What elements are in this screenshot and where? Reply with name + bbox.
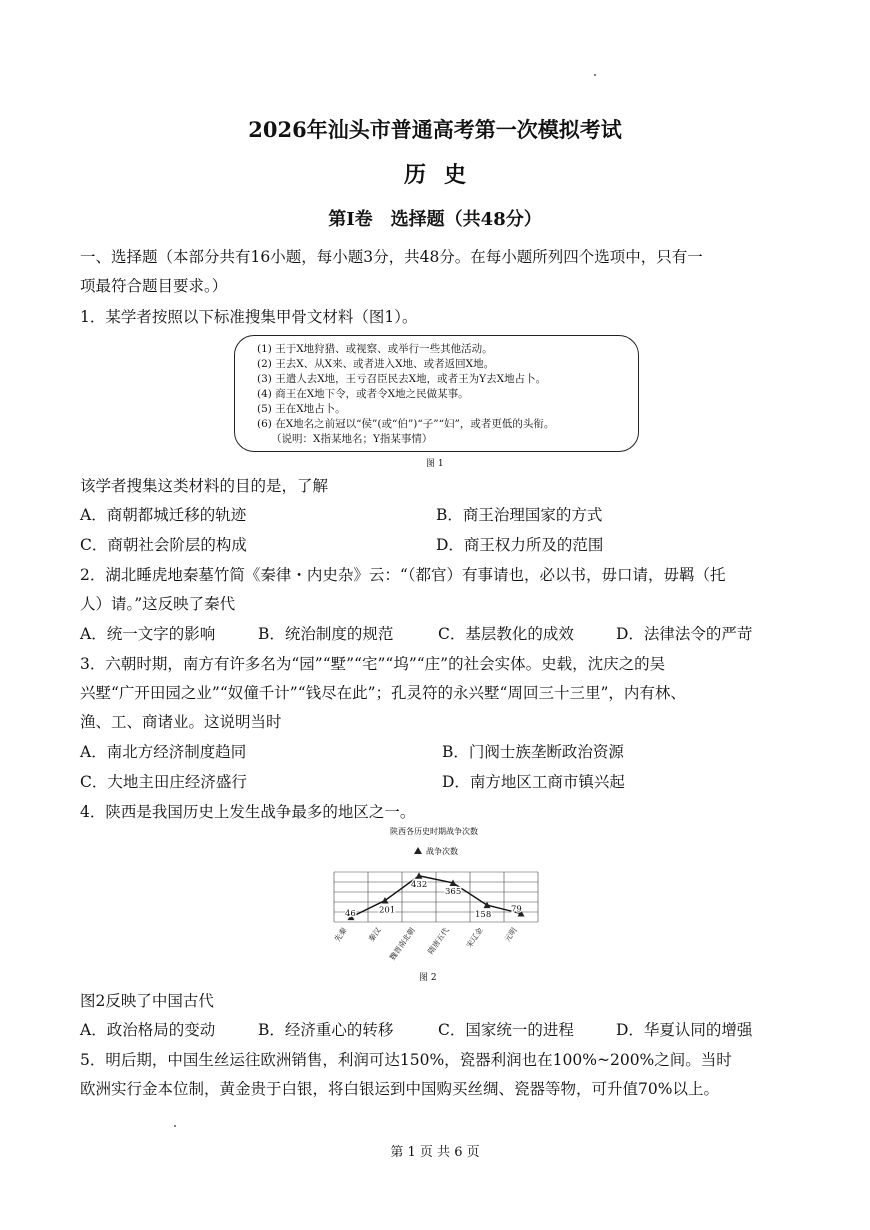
data-label: 79 — [511, 904, 522, 915]
q2-option-b[interactable]: B．统治制度的规范 — [258, 625, 394, 643]
q3-line-2: 兴墅“广开田园之业”“奴僮千计”“钱尽在此”；孔灵符的永兴墅“周回三十三里”，内有林、 — [80, 684, 686, 702]
q3-option-a[interactable]: A．南北方经济制度趋同 — [80, 743, 247, 761]
q3-line-3: 渔、工、商诸业。这说明当时 — [80, 713, 282, 731]
q5-line-1: 5．明后期，中国生丝运往欧洲销售，利润可达150%，瓷器利润也在100%~200%之间。当时 — [80, 1051, 732, 1069]
section-title: 第Ⅰ卷 选择题（共48分） — [328, 209, 542, 230]
q1-figure-line: (3) 王遣人去X地，王亏召臣民去X地，或者王为Y去X地占卜。 — [257, 373, 547, 385]
data-label: 158 — [475, 910, 492, 921]
war-count-chart — [320, 822, 560, 972]
data-label: 46 — [345, 909, 356, 920]
scan-dot — [594, 74, 596, 76]
q1-figure-box — [234, 335, 639, 452]
instructions-line-1: 一、选择题（本部分共有16小题，每小题3分，共48分。在每小题所列四个选项中，只有一 — [80, 248, 703, 266]
q4-option-a[interactable]: A．政治格局的变动 — [80, 1021, 216, 1039]
q1-option-a[interactable]: A．商朝都城迁移的轨迹 — [80, 506, 247, 524]
data-point — [484, 902, 491, 909]
chart-legend — [414, 846, 458, 856]
q1-figure-line: (2) 王去X、从X来、或者进入X地、或者返回X地。 — [257, 358, 495, 370]
q1-figure-line: (4) 商王在X地下令，或者令X地之民做某事。 — [257, 388, 469, 400]
q1-question: 该学者搜集这类材料的目的是，了解 — [80, 477, 329, 495]
q1-figure-line: (1) 王于X地狩猎、或视察、或举行一些其他活动。 — [257, 343, 493, 355]
category-tick-label: 宋辽金 — [464, 925, 485, 950]
scan-dot — [174, 1125, 176, 1127]
q2-line-1: 2．湖北睡虎地秦墓竹简《秦律・内史杂》云：“（都官）有事请也，必以书，毋口请，毋羁（托 — [80, 566, 726, 584]
category-tick-label: 元明 — [502, 925, 519, 944]
data-label: 365 — [445, 886, 462, 897]
q1-option-c[interactable]: C．商朝社会阶层的构成 — [80, 536, 247, 554]
q1-figure-caption: 图 1 — [426, 459, 444, 469]
q1-figure-line: (5) 王在X地占卜。 — [257, 403, 346, 415]
instructions-line-2: 项最符合题目要求。） — [80, 277, 228, 295]
page-footer: 第 1 页 共 6 页 — [390, 1145, 480, 1160]
q2-option-c[interactable]: C．基层教化的成效 — [438, 625, 574, 643]
subject-title: 历史 — [403, 162, 484, 188]
q5-line-2: 欧洲实行金本位制，黄金贵于白银，将白银运到中国购买丝绸、瓷器等物，可升值70%以上。 — [80, 1080, 719, 1098]
exam-title: 2026年汕头市普通高考第一次模拟考试 — [248, 117, 622, 142]
q3-option-d[interactable]: D．南方地区工商市镇兴起 — [442, 773, 625, 791]
q4-figure-caption: 图 2 — [419, 973, 437, 983]
category-tick-label: 魏晋南北朝 — [387, 925, 417, 962]
q1-option-d[interactable]: D．商王权力所及的范围 — [436, 536, 604, 554]
chart-plot-area — [332, 872, 538, 962]
q4-question: 图2反映了中国古代 — [80, 992, 214, 1010]
data-label: 432 — [411, 879, 428, 890]
category-tick-label: 隋唐五代 — [426, 925, 451, 956]
legend-triangle-icon — [414, 847, 422, 854]
q1-figure-note: （说明：X指某地名；Y指某事情） — [271, 433, 433, 445]
q3-option-c[interactable]: C．大地主田庄经济盛行 — [80, 773, 247, 791]
q2-option-a[interactable]: A．统一文字的影响 — [80, 625, 216, 643]
q4-stem: 4．陕西是我国历史上发生战争最多的地区之一。 — [80, 803, 416, 821]
q2-line-2: 人）请。”这反映了秦代 — [80, 595, 236, 613]
q1-stem: 1．某学者按照以下标准搜集甲骨文材料（图1）。 — [80, 308, 418, 326]
data-point — [416, 872, 423, 879]
q4-option-d[interactable]: D．华夏认同的增强 — [616, 1021, 753, 1039]
q4-option-c[interactable]: C．国家统一的进程 — [438, 1021, 574, 1039]
q4-option-b[interactable]: B．经济重心的转移 — [258, 1021, 394, 1039]
category-tick-label: 先秦 — [332, 925, 349, 944]
data-label: 201 — [379, 905, 396, 916]
category-tick-label: 秦汉 — [366, 925, 383, 944]
legend-label: 战争次数 — [426, 847, 458, 856]
chart-title: 陕西各历史时期战争次数 — [390, 827, 478, 836]
q2-option-d[interactable]: D．法律法令的严苛 — [616, 625, 753, 643]
q1-option-b[interactable]: B．商王治理国家的方式 — [436, 506, 603, 524]
q3-option-b[interactable]: B．门阀士族垄断政治资源 — [442, 743, 624, 761]
q1-figure-line: (6) 在X地名之前冠以“侯”(或“伯”)“子”“妇”，或者更低的头衔。 — [257, 418, 555, 430]
q3-line-1: 3．六朝时期，南方有许多名为“园”“墅”“宅”“坞”“庄”的社会实体。史载，沈庆之的吴 — [80, 655, 666, 673]
